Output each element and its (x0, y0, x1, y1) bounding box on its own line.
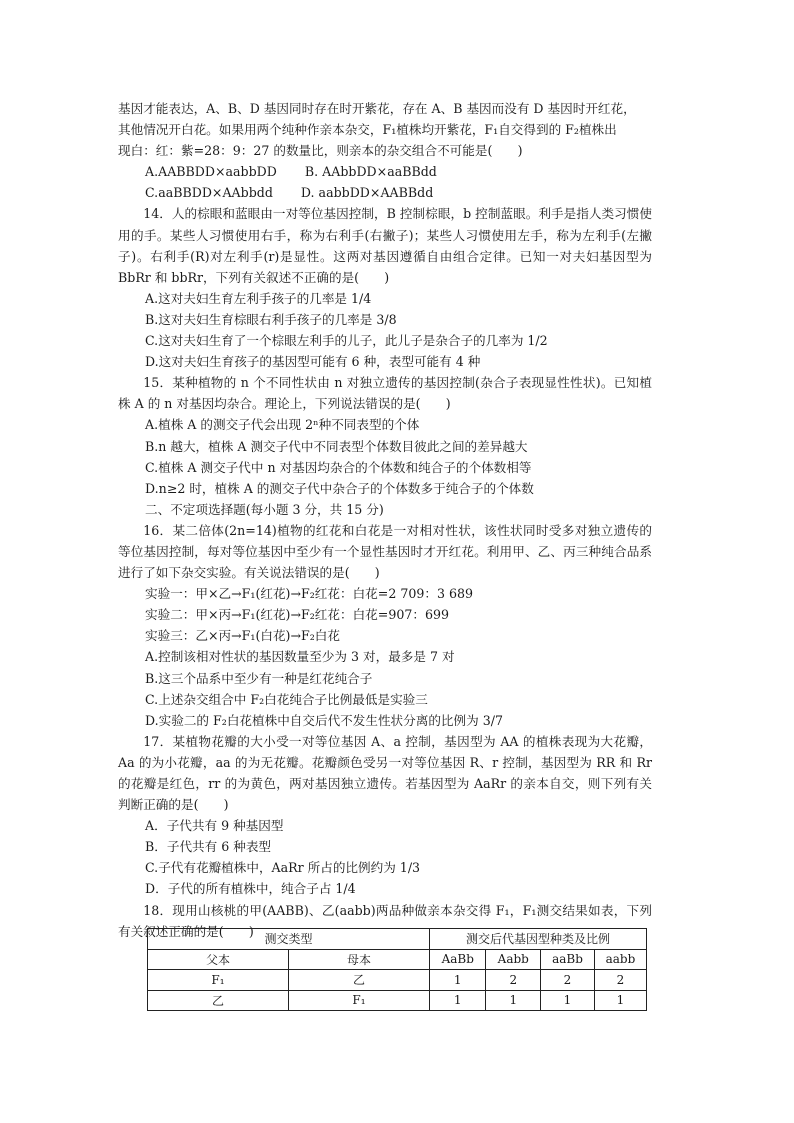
q17-option-a: A．子代共有 9 种基因型 (145, 818, 284, 834)
q17-option-b: B．子代共有 6 种表型 (145, 839, 272, 855)
cell-value: 1 (594, 990, 646, 1011)
q16-experiment-1: 实验一：甲×乙→F₁(红花)→F₂红花：白花=2 709：3 689 (145, 586, 474, 602)
cell-value: 2 (594, 970, 646, 991)
intro-line-3: 现白：红：紫=28：9：27 的数量比，则亲本的杂交组合不可能是( ) (118, 143, 523, 159)
q14-option-d: D.这对夫妇生育孩子的基因型可能有 6 种，表型可能有 4 种 (145, 354, 481, 370)
intro-line-2: 其他情况开白花。如果用两个纯种作亲本杂交，F₁植株均开紫花，F₁自交得到的 F₂植株出 (118, 122, 617, 138)
document-page (118, 98, 652, 942)
q14-stem: 14．人的棕眼和蓝眼由一对等位基因控制，B 控制棕眼，b 控制蓝眼。利手是指人类习惯使用的手。某些人习惯使用右手，称为右利手(右撇子)；某些人习惯使用左手，称为左利手(左撇子)。右利手(R)对左利手(r)是显性。这两对基因遵循自由组合定律。已知一对夫妇基因型为 BbRr 和 bbRr，下列有关叙述不正确的是( ) (118, 206, 652, 285)
q14-option-a: A.这对夫妇生育左利手孩子的几率是 1/4 (145, 290, 372, 306)
q15-option-b: B.n 越大，植株 A 测交子代中不同表型个体数目彼此之间的差异越大 (145, 438, 528, 454)
testcross-table (147, 928, 647, 1011)
q15-option-c: C.植株 A 测交子代中 n 对基因均杂合的个体数和纯合子的个体数相等 (145, 459, 532, 475)
intro-options-ab (145, 161, 652, 182)
cell-value: 2 (541, 970, 595, 991)
header-genotype: aabb (594, 949, 646, 970)
q17-stem: 17．某植物花瓣的大小受一对等位基因 A、a 控制，基因型为 AA 的植株表现为大花瓣，Aa 的为小花瓣，aa 的为无花瓣。花瓣颜色受另一对等位基因 R、r 控制，基因型为 RR 和 Rr 的花瓣是红色，rr 的为黄色，两对基因独立遗传。若基因型为 AaRr 的亲本自交，则下列有关判断正确的是( ) (118, 733, 652, 813)
cell-value: 2 (486, 970, 541, 991)
table-header-row-1 (148, 929, 647, 950)
section-heading: 二、不定项选择题(每小题 3 分，共 15 分) (145, 501, 384, 517)
cell-value: 1 (541, 990, 595, 1011)
q15-option-d: D.n≥2 时，植株 A 的测交子代中杂合子的个体数多于纯合子的个体数 (145, 480, 534, 496)
q16-option-b: B.这三个品系中至少有一种是红花纯合子 (145, 670, 373, 686)
table-header-row-2 (148, 949, 647, 970)
q15-stem: 15．某种植物的 n 个不同性状由 n 对独立遗传的基因控制(杂合子表现显性性状)。已知植株 A 的 n 对基因均杂合。理论上，下列说法错误的是( ) (118, 375, 652, 412)
intro-option-a: A.AABBDD×aabbDD (145, 164, 277, 180)
header-father: 父本 (148, 949, 289, 970)
header-mother: 母本 (289, 949, 430, 970)
cell-value: 1 (430, 970, 486, 991)
q16-option-c: C.上述杂交组合中 F₂白花纯合子比例最低是实验三 (145, 691, 428, 707)
cell-mother: F₁ (289, 990, 430, 1011)
intro-options-cd (145, 182, 652, 203)
q17-option-c: C.子代有花瓣植株中，AaRr 所占的比例约为 1/3 (145, 860, 421, 876)
header-offspring-ratio: 测交后代基因型种类及比例 (430, 929, 647, 950)
cell-value: 1 (486, 990, 541, 1011)
cell-mother: 乙 (289, 970, 430, 991)
table-row (148, 990, 647, 1011)
q16-option-d: D.实验二的 F₂白花植株中自交后代不发生性状分离的比例为 3/7 (145, 712, 503, 728)
intro-line-1: 基因才能表达，A、B、D 基因同时存在时开紫花，存在 A、B 基因而没有 D 基因时开红花， (118, 101, 636, 116)
cell-father: F₁ (148, 970, 289, 991)
q14-option-c: C.这对夫妇生育了一个棕眼左利手的儿子，此儿子是杂合子的几率为 1/2 (145, 333, 548, 349)
intro-option-d: D. aabbDD×AABBdd (300, 185, 434, 201)
q15-option-a: A.植株 A 的测交子代会出现 2ⁿ种不同表型的个体 (145, 417, 420, 433)
q14-option-b: B.这对夫妇生育棕眼右利手孩子的几率是 3/8 (145, 311, 397, 327)
q18-stem: 18．现用山核桃的甲(AABB)、乙(aabb)两品种做亲本杂交得 F₁，F₁测交结果如表，下列有关叙述正确的是( ) (118, 902, 652, 939)
header-genotype: aaBb (541, 949, 595, 970)
q16-experiment-3: 实验三：乙×丙→F₁(白花)→F₂白花 (145, 628, 340, 644)
cell-value: 1 (430, 990, 486, 1011)
cell-father: 乙 (148, 990, 289, 1011)
header-genotype: Aabb (486, 949, 541, 970)
q16-experiment-2: 实验二：甲×丙→F₁(红花)→F₂红花：白花=907：699 (145, 607, 449, 623)
q16-stem: 16．某二倍体(2n=14)植物的红花和白花是一对相对性状，该性状同时受多对独立遗传的等位基因控制，每对等位基因中至少有一个显性基因时才开红花。利用甲、乙、丙三种纯合品系进行了如下杂交实验。有关说法错误的是( ) (118, 522, 652, 581)
q16-option-a: A.控制该相对性状的基因数量至少为 3 对，最多是 7 对 (145, 649, 455, 665)
intro-option-c: C.aaBBDD×AAbbdd (145, 185, 273, 201)
table-row (148, 970, 647, 991)
header-genotype: AaBb (430, 949, 486, 970)
header-testcross-type: 测交类型 (148, 929, 430, 950)
q17-option-d: D．子代的所有植株中，纯合子占 1/4 (145, 881, 356, 897)
intro-option-b: B. AAbbDD×aaBBdd (304, 164, 437, 180)
